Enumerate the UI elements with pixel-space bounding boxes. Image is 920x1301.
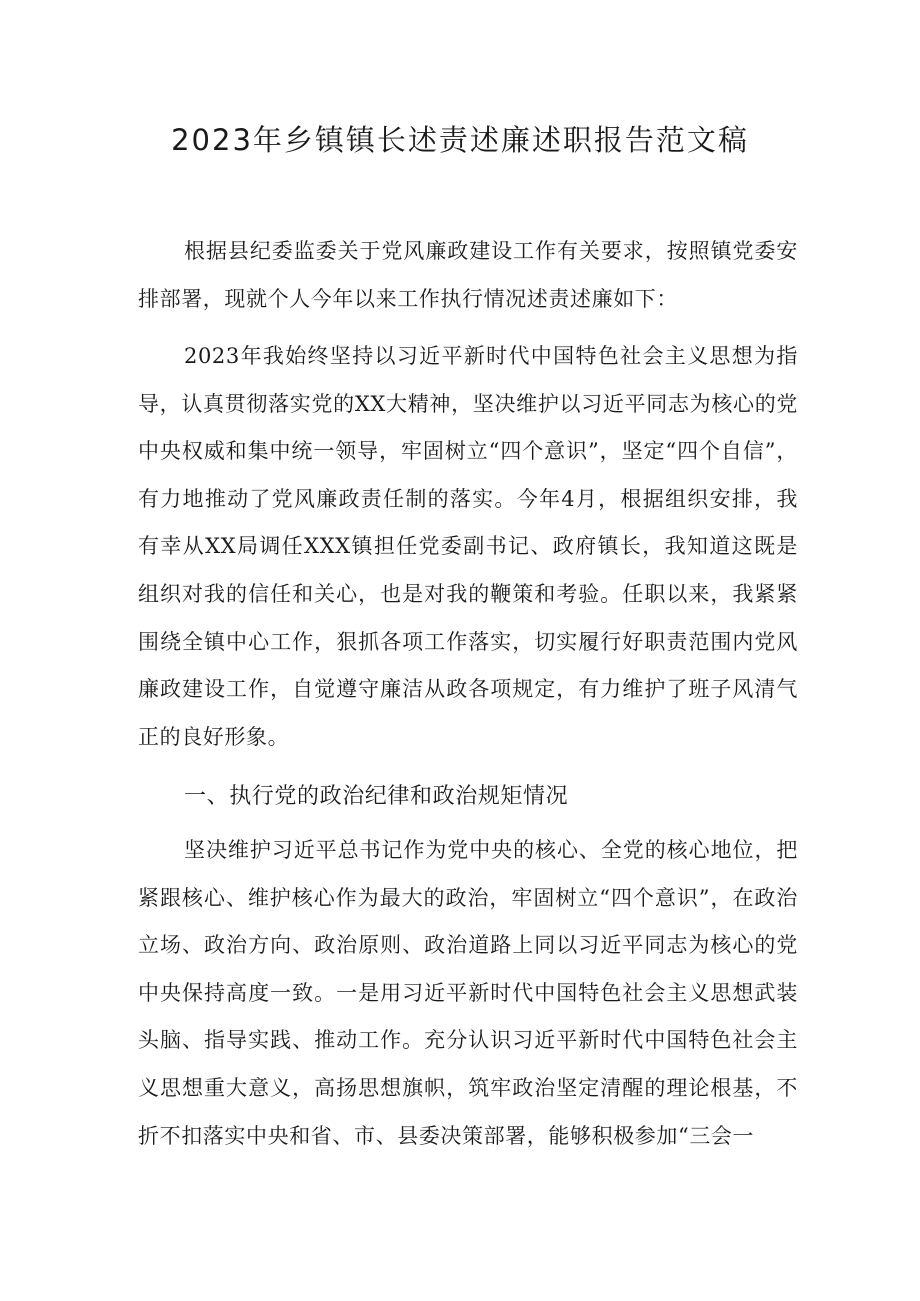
intro-paragraph: 根据县纪委监委关于党风廉政建设工作有关要求，按照镇党委安排部署，现就个人今年以来工作执行情况述责述廉如下： [138, 239, 798, 311]
summary-paragraph: 2023年我始终坚持以习近平新时代中国特色社会主义思想为指导，认真贯彻落实党的XX大精神，坚决维护以习近平同志为核心的党中央权威和集中统一领导，牢固树立“四个意识”，坚定“四个自信”，有力地推动了党风廉政责任制的落实。今年4月，根据组织安排，我有幸从XX局调任XXX镇担任党委副书记、政府镇长，我知道这既是组织对我的信任和关心，也是对我的鞭策和考验。任职以来，我紧紧围绕全镇中心工作，狠抓各项工作落实，切实履行好职责范围内党风廉政建设工作，自觉遵守廉洁从政各项规定，有力维护了班子风清气正的良好形象。 [138, 344, 798, 749]
section-paragraph: 坚决维护习近平总书记作为党中央的核心、全党的核心地位，把紧跟核心、维护核心作为最大的政治，牢固树立“四个意识”，在政治立场、政治方向、政治原则、政治道路上同以习近平同志为核心的党中央保持高度一致。一是用习近平新时代中国特色社会主义思想武装头脑、指导实践、推动工作。充分认识习近平新时代中国特色社会主义思想重大意义，高扬思想旗帜，筑牢政治坚定清醒的理论根基，不折不扣落实中央和省、市、县委决策部署，能够积极参加“三会一 [138, 838, 798, 1148]
section-heading: 一、执行党的政治纪律和政治规矩情况 [184, 784, 569, 809]
document-title: 2023年乡镇镇长述责述廉述职报告范文稿 [171, 123, 749, 157]
